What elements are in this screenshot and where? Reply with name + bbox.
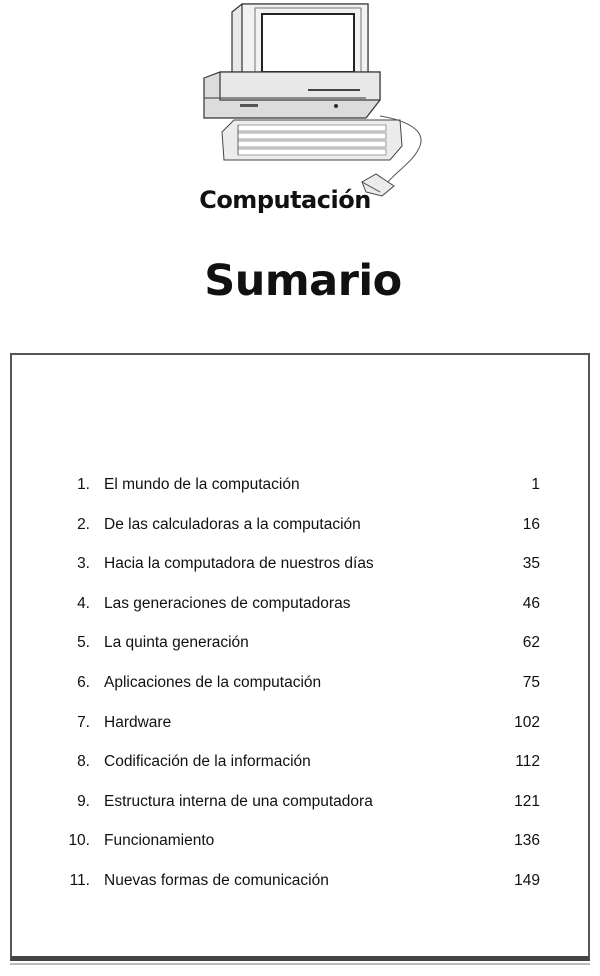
toc-page-number: 62 (522, 634, 540, 652)
toc-number: 6. (77, 674, 90, 691)
toc-title: Nuevas formas de comunicación (104, 872, 329, 889)
toc-page-number: 1 (531, 476, 540, 493)
toc-number: 4. (77, 594, 90, 612)
toc-title: La quinta generación (104, 634, 249, 652)
toc-page-number: 102 (514, 713, 540, 731)
toc-title: Estructura interna de una computadora (104, 792, 373, 810)
toc-number: 1. (77, 476, 90, 493)
toc-entry (12, 513, 588, 537)
toc-title: Aplicaciones de la computación (104, 674, 322, 691)
toc-number: 2. (77, 515, 90, 533)
toc-entry (12, 592, 588, 616)
toc-entry (12, 631, 588, 655)
toc-page-number: 136 (514, 832, 540, 850)
toc-page-number: 112 (515, 753, 540, 771)
toc-number: 7. (77, 713, 90, 731)
toc-entry (12, 869, 588, 893)
toc-page-number: 121 (514, 792, 540, 810)
toc-entry (12, 750, 588, 774)
table-of-contents (10, 353, 590, 961)
toc-title: Funcionamiento (104, 832, 215, 850)
toc-page-number: 75 (522, 674, 540, 691)
toc-title: De las calculadoras a la computación (104, 515, 361, 533)
toc-page-number: 46 (522, 594, 540, 612)
toc-number: 9. (77, 792, 90, 810)
computer-illustration (190, 0, 430, 200)
toc-title: Las generaciones de computadoras (104, 594, 351, 612)
toc-number: 5. (77, 634, 90, 652)
toc-page-number: 35 (522, 555, 540, 573)
toc-number: 11. (69, 872, 90, 889)
toc-number: 10. (68, 832, 90, 850)
toc-entry (12, 790, 588, 814)
toc-entry (12, 552, 588, 576)
toc-title: Hardware (104, 713, 172, 731)
toc-number: 3. (77, 555, 90, 573)
toc-title: Hacia la computadora de nuestros días (104, 555, 374, 573)
toc-page-number: 16 (522, 515, 540, 533)
toc-page-number: 149 (514, 872, 540, 889)
toc-entry (12, 671, 588, 695)
subject-heading: Computación (199, 186, 371, 214)
toc-title: Codificación de la información (104, 753, 311, 771)
toc-number: 8. (77, 753, 90, 771)
page-title: Sumario (204, 256, 402, 306)
toc-entry (12, 711, 588, 735)
toc-entry (12, 829, 588, 853)
toc-entry (12, 473, 588, 497)
toc-title: El mundo de la computación (104, 476, 300, 493)
